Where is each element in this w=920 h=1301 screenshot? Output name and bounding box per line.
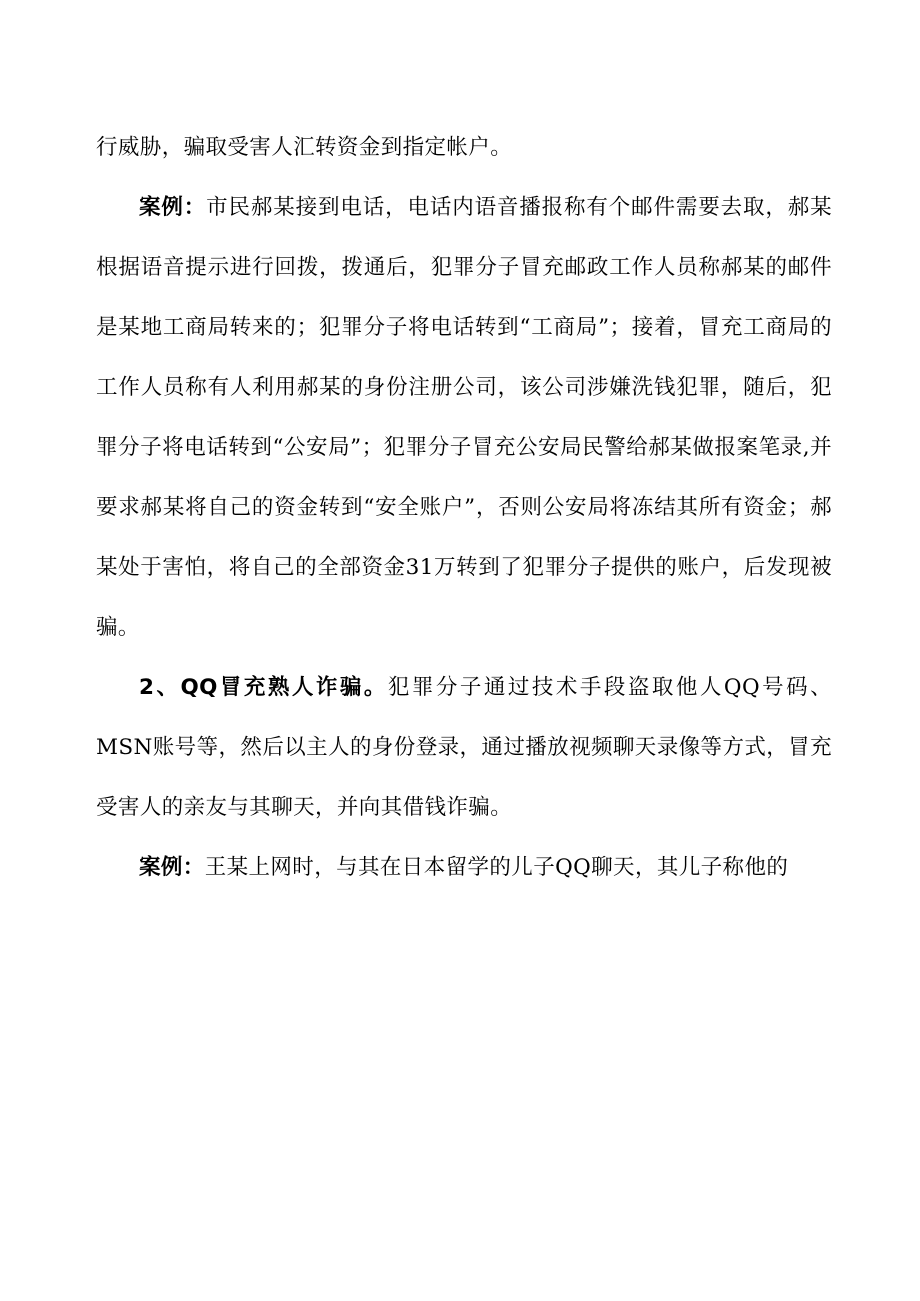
paragraph-continuation <box>96 118 832 178</box>
paragraph-text: 市民郝某接到电话，电话内语音播报称有个邮件需要去取，郝某根据语音提示进行回拨，拨通后，犯罪分子冒充邮政工作人员称郝某的邮件是某地工商局转来的；犯罪分子将电话转到“工商局”；接着，冒充工商局的工作人员称有人利用郝某的身份注册公司，该公司涉嫌洗钱犯罪，随后，犯罪分子将电话转到“公安局”；犯罪分子冒充公安局民警给郝某做报案笔录,并要求郝某将自己的资金转到“安全账户”，否则公安局将冻结其所有资金；郝某处于害怕，将自己的全部资金31万转到了犯罪分子提供的账户，后发现被骗。 <box>96 195 833 640</box>
paragraph-text: 行威胁，骗取受害人汇转资金到指定帐户。 <box>96 135 513 160</box>
document-body <box>96 118 832 898</box>
paragraph-text: 王某上网时，与其在日本留学的儿子QQ聊天，其儿子称他的 <box>204 855 789 880</box>
paragraph-label: 案例： <box>139 855 205 880</box>
paragraph-text: 犯罪分子通过技术手段盗取他人QQ号码、MSN账号等，然后以主人的身份登录，通过播放视频聊天录像等方式，冒充受害人的亲友与其聊天，并向其借钱诈骗。 <box>96 675 832 820</box>
paragraph-case-1 <box>96 178 832 658</box>
paragraph-heading: 2、QQ冒充熟人诈骗。 <box>139 675 388 700</box>
paragraph-item-2-qq-impersonation <box>96 658 832 838</box>
paragraph-case-2 <box>96 838 832 898</box>
paragraph-label: 案例： <box>139 195 207 220</box>
